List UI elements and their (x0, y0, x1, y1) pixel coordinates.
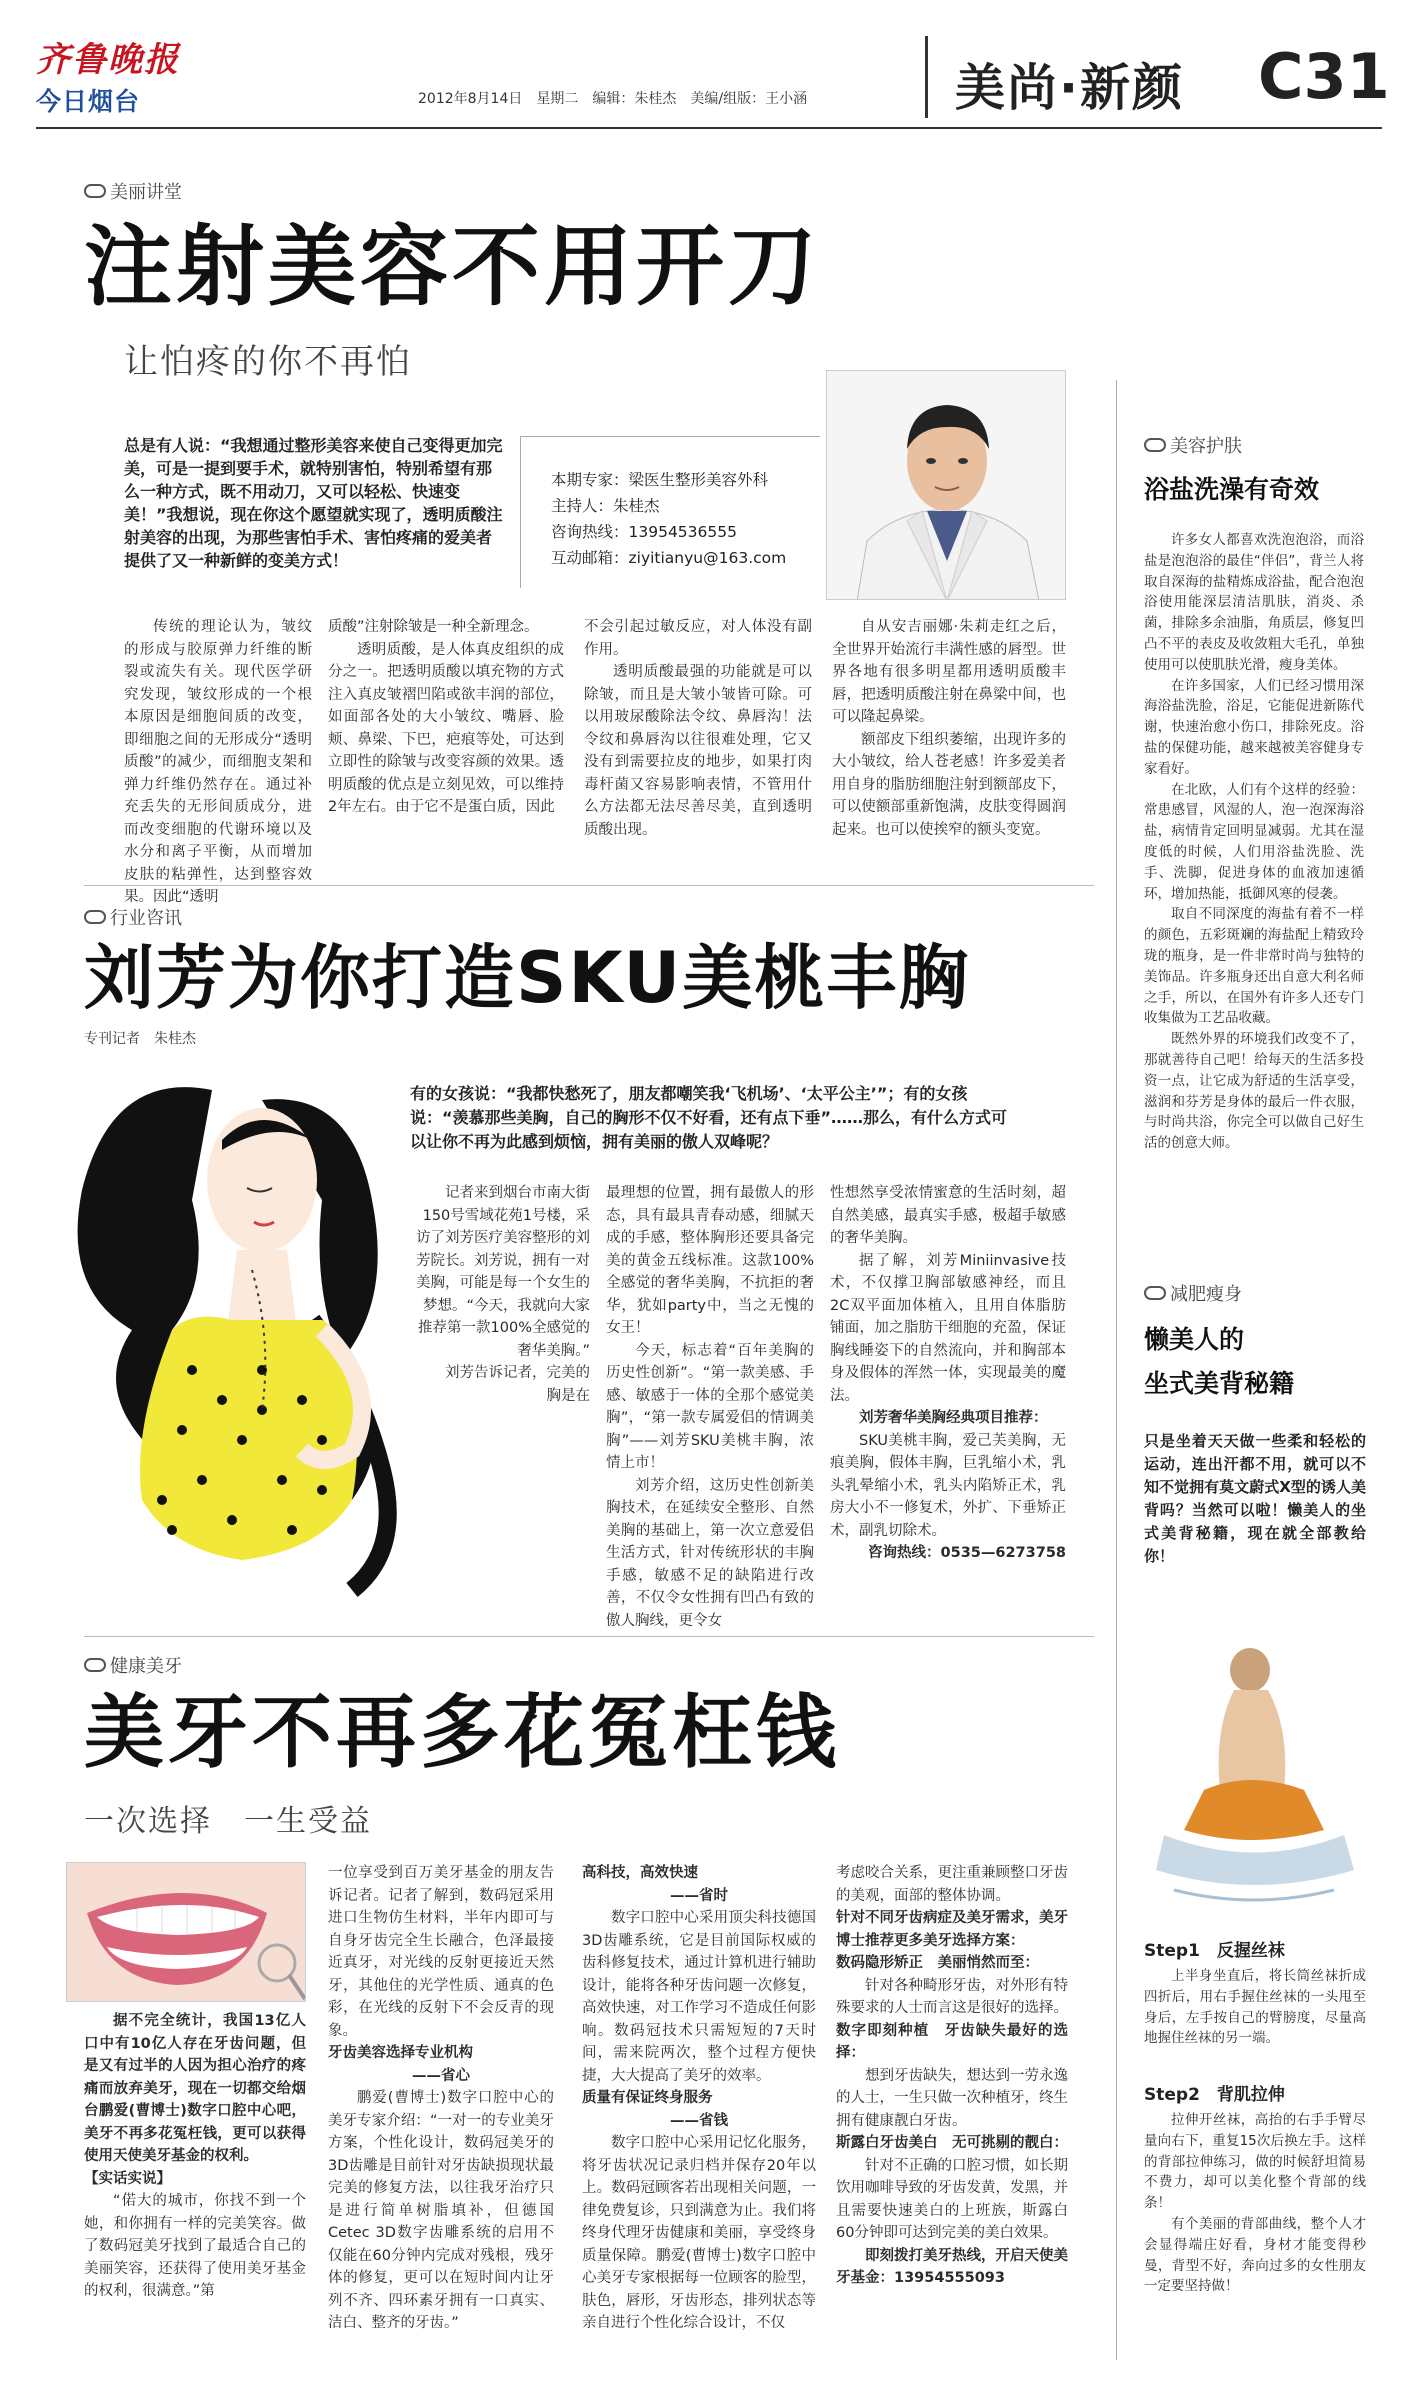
date-line: 2012年8月14日 星期二 编辑：朱桂杰 美编/组版：王小涵 (418, 91, 808, 107)
article1-rule (84, 885, 1094, 886)
back-photo (1144, 1620, 1366, 1920)
article3-label: 健康美牙 (84, 1652, 182, 1678)
article2-col3: 性想然享受浓情蜜意的生活时刻，超自然美感，最真实手感，极超手敏感的奢华美胸。 据了解，刘芳Miniinvasive技术，不仅撑卫胸部敏感神经，而且2C双平面加体植入，且用自体脂肪铺面，加之脂肪干细胞的充盈，保证胸线睡姿下的自然流向，并和胸部本身及假体的浑然一体，实现最美的魔法。 刘芳奢华美胸经典项目推荐： SKU美桃丰胸，爱己芙美胸，无痕美胸，假体丰胸，巨乳缩小术，乳头乳晕缩小术，乳头内陷矫正术，乳房大小不一修复术，外扩、下垂矫正术，副乳切除术。 咨询热线：0535—6273758 (830, 1182, 1066, 1565)
article2-phone: 咨询热线：0535—6273758 (868, 1545, 1066, 1561)
article3-col4: 考虑咬合关系，更注重兼顾整口牙齿的美观，面部的整体协调。 针对不同牙齿病症及美牙需求，美牙博士推荐更多美牙选择方案： 数码隐形矫正 美丽悄然而至： 针对各种畸形牙齿，对外形有特殊要求的人士而言这是很好的选择。 数字即刻种植 牙齿缺失最好的选择： 想到牙齿缺失，想达到一劳永逸的人士，一生只做一次种植牙，终生拥有健康靓白牙齿。 斯露白牙齿美白 无可挑剔的靓白： 针对不正确的口腔习惯，如长期饮用咖啡导致的牙齿发黄，发黑，并且需要快速美白的上班族，斯露白60分钟即可达到完美的美白效果。 即刻拨打美牙热线，开启天使美牙基金：13954555093 (836, 1865, 1068, 2286)
edition-badge (36, 82, 140, 118)
masthead-rule (36, 127, 1382, 129)
article1-headline: 注射美容不用开刀 (84, 215, 821, 318)
sidebar1-label: 美容护肤 (1144, 432, 1242, 458)
page-number: C31 (1258, 40, 1390, 113)
step1-title: Step1 反握丝袜 (1144, 1941, 1285, 1961)
woman-illustration-icon (22, 1030, 442, 1630)
article3-col1: 据不完全统计，我国13亿人口中有10亿人存在牙齿问题，但是又有过半的人因为担心治疗的疼痛而放弃美牙，现在一切都交给烟台鹏爱(曹博士)数字口腔中心吧，美牙不再多花冤枉钱，更可以获得使用天使美牙基金的权利。 【实话实说】 “偌大的城市，你找不到一个她，和你拥有一样的完美笑容。做了数码冠美牙找到了最适合自己的美丽笑容，还获得了使用美牙基金的权利，很满意。”第 (84, 2013, 306, 2299)
smile-teeth-icon (67, 1863, 306, 2002)
article2-col1: 记者来到烟台市南大街150号雪域花苑1号楼，采访了刘芳医疗美容整形的刘芳院长。刘芳说，拥有一对美胸，可能是每一个女生的梦想。“今天，我就向大家推荐第一款100%全感觉的奢华美胸。” 刘芳告诉记者，完美的胸是在 (416, 1185, 590, 1404)
article2-rule (84, 1636, 1094, 1637)
paper-name: 齐鲁晚报 (36, 40, 180, 80)
sidebar2-headline-2: 坐式美背秘籍 (1144, 1369, 1295, 1398)
article1-subhead: 让怕疼的你不再怕 (124, 342, 412, 382)
article1-col1: 传统的理论认为，皱纹的形成与胶原弹力纤维的断裂或流失有关。现代医学研究发现，皱纹形成的一个根本原因是细胞间质的改变，即细胞之间的无形成分“透明质酸”的减少，而细胞支架和弹力纤维仍然存在。通过补充丢失的无形间质成分，进而改变细胞的代谢环境以及水分和离子平衡，从而增加皮肤的粘弹性，达到整容效果。因此“透明 (124, 619, 312, 905)
woman-back-icon (1144, 1620, 1366, 1920)
article3-col2: 一位享受到百万美牙基金的朋友告诉记者。记者了解到，数码冠采用进口生物仿生材料，半年内即可与自身牙齿完全生长融合，色泽最接近真牙，对光线的反射更接近天然牙，其他住的光学性质、通真的色彩，在光线的反射下不会反青的现象。 牙齿美容选择专业机构 ——省心 鹏爱(曹博士)数字口腔中心的美牙专家介绍：“一对一的专业美牙方案，个性化设计，数码冠美牙的3D齿雕是目前针对牙齿缺损现状最完美的修复方法，以往我牙治疗只是进行简单树脂填补，但德国Cetec 3D数字齿雕系统的启用不仅能在60分钟内完成对残根，残牙体的修复，更可以在短时间内让牙列不齐、四环素牙拥有一口真实、洁白、整齐的牙齿。” (328, 1865, 554, 2331)
sidebar2-headline-1: 懒美人的 (1144, 1325, 1245, 1354)
doctor-portrait-icon (827, 371, 1066, 600)
edition-label: 今日烟台 (36, 87, 141, 116)
expert-info-box (520, 436, 820, 588)
email-line: 互动邮箱：ziyitianyu@163.com (551, 549, 787, 567)
sidebar2-lead: 只是坐着天天做一些柔和轻松的运动，连出汗都不用，就可以不知不觉拥有莫文蔚式X型的诱人美背吗？当然可以啦！懒美人的坐式美背秘籍，现在就全部教给你！ (1144, 1432, 1366, 1565)
article2-lead: 有的女孩说：“我都快愁死了，朋友都嘲笑我‘飞机场’、‘太平公主’”；有的女孩说：“羡慕那些美胸，自己的胸形不仅不好看，还有点下垂”……那么，有什么方式可以让你不再为此感到烦恼，拥有美丽的傲人双峰呢？ (410, 1084, 1008, 1151)
doctor-photo (826, 370, 1066, 600)
sidebar1-body: 许多女人都喜欢洗泡泡浴，而浴盐是泡泡浴的最佳“伴侣”，背兰人将取自深海的盐精炼成浴盐，配合泡泡浴使用能深层清洁肌肤，消炎、杀菌，排除多余油脂，角质层，修复凹凸不平的表皮及收敛粗大毛孔，单独使用可以使肌肤光滑，瘦身美体。 在许多国家，人们已经习惯用深海浴盐洗脸，浴足，它能促进新陈代谢，快速治愈小伤口，排除死皮。浴盐的保健功能，越来越被美容健身专家看好。 在北欧，人们有个这样的经验：常患感冒，风湿的人，泡一泡深海浴盐，病情肯定回明显减弱。尤其在湿度低的时候，人们用浴盐洗脸、洗手、洗脚，促进身体的血液加速循环，增加热能，抵御风寒的侵袭。 取自不同深度的海盐有着不一样的颜色，五彩斑斓的海盐配上精致玲珑的瓶身，是一件非常时尚与独特的美饰品。许多瓶身还出自意大利名师之手，所以，在国外有许多人还专门收集做为工艺品收藏。 既然外界的环境我们改变不了，那就善待自己吧！给每天的生活多投资一点，让它成为舒适的生活享受，滋润和芬芳是身体的最后一件衣服，与时尚共浴，你完全可以做自己好生活的创意大师。 (1144, 532, 1364, 1152)
masthead-divider (925, 36, 928, 118)
step2-body: 拉伸开丝袜，高抬的右手手臂尽量向右下，重复15次后换左手。这样的背部拉伸练习，做的时候舒坦简易不费力，却可以美化整个背部的线条！ 有个美丽的背部曲线，整个人才会显得端庄好看，身材才能变得秒曼，背型不好，奔向过多的女性朋友一定要坚持做！ (1144, 2112, 1366, 2295)
article2-col2: 最理想的位置，拥有最傲人的形态，具有最具青春动感，细腻天成的手感，整体胸形还要具备完美的黄金五线标准。这款100%全感觉的奢华美胸，不抗拒的奢华，犹如party中，当之无愧的女王！ 今天，标志着“百年美胸的历史性创新”。“第一款美感、手感、敏感于一体的全那个感觉美胸”，“第一款专属爱侣的情调美胸”——刘芳SKU美桃丰胸，浓情上市！ 刘芳介绍，这历史性创新美胸技术，在延续安全整形、自然美胸的基础上，第一次立意爱侣生活方式，针对传统形状的丰胸手感，敏感不足的缺陷进行改善，不仅令女性拥有凹凸有致的傲人胸线，更令女 (606, 1185, 814, 1629)
label-dot-icon (84, 1658, 106, 1672)
article1-label: 美丽讲堂 (84, 178, 182, 204)
sidebar1-headline: 浴盐洗澡有奇效 (1144, 475, 1320, 504)
sidebar2-label: 减肥瘦身 (1144, 1280, 1242, 1306)
article2-byline: 专刊记者 朱桂杰 (84, 1031, 196, 1047)
article2-headline: 刘芳为你打造SKU美桃丰胸 (84, 937, 971, 1019)
article3-headline: 美牙不再多花冤枉钱 (84, 1686, 840, 1779)
expert-name: 本期专家：梁医生整形美容外科 (551, 471, 769, 489)
label-dot-icon (1144, 438, 1166, 452)
host-name: 主持人：朱桂杰 (551, 497, 660, 515)
label-dot-icon (84, 910, 106, 924)
label-dot-icon (1144, 1286, 1166, 1300)
label-dot-icon (84, 184, 106, 198)
sidebar-divider (1116, 380, 1117, 2360)
smile-photo (66, 1862, 306, 2002)
fashion-illustration (22, 1030, 442, 1630)
article1-lead: 总是有人说：“我想通过整形美容来使自己变得更加完美，可是一提到要手术，就特别害怕，特别希望有那么一种方式，既不用动刀，又可以轻松、快速变美！”我想说，现在你这个愿望就实现了，透明质酸注射美容的出现，为那些害怕手术、害怕疼痛的爱美者提供了又一种新鲜的变美方式！ (124, 436, 503, 570)
article3-subhead: 一次选择 一生受益 (84, 1804, 372, 1839)
step2-title: Step2 背肌拉伸 (1144, 2085, 1285, 2105)
step1-body: 上半身坐直后，将长筒丝袜折成四折后，用右手握住丝袜的一头甩至身后，左手按自己的臂膀度，尽量高地握住丝袜的另一端。 (1144, 1968, 1366, 2047)
article3-col3: 高科技，高效快速 ——省时 数字口腔中心采用顶尖科技德国3D齿雕系统，它是目前国际权威的齿科修复技术，通过计算机进行辅助设计，能将各种牙齿问题一次修复，高效快速，对工作学习不造成任何影响。数码冠技术只需短短的7天时间，需来院两次，整个过程方便快捷，大大提高了美牙的效率。 质量有保证终身服务 ——省钱 数字口腔中心采用记忆化服务，将牙齿状况记录归档并保存20年以上。数码冠顾客若出现相关问题，一律免费复诊，只到满意为止。我们将终身代理牙齿健康和美丽，享受终身质量保障。鹏爱(曹博士)数字口腔中心美牙专家根据每一位顾客的脸型，肤色，唇形，牙齿形态，排列状态等亲自进行个性化综合设计，不仅 (582, 1865, 816, 2331)
masthead (0, 0, 1417, 130)
article1-col3: 不会引起过敏反应，对人体没有副作用。 透明质酸最强的功能就是可以除皱，而且是大皱小皱皆可除。可以用玻尿酸除法令纹、鼻唇沟！法令纹和鼻唇沟以往很难处理，它又没有到需要拉皮的地步，如果打肉毒杆菌又容易影响表情，不管用什么方法都无法尽善尽美，直到透明质酸出现。 (584, 619, 812, 838)
article1-col2: 质酸”注射除皱是一种全新理念。 透明质酸，是人体真皮组织的成分之一。把透明质酸以填充物的方式注入真皮皱褶凹陷或欲丰润的部位，如面部各处的大小皱纹、嘴唇、脸颊、鼻梁、下巴，疤痕等处，可达到立即性的除皱与改变容颜的效果。透明质酸的优点是立刻见效，可以维持2年左右。由于它不是蛋白质，因此 (328, 619, 564, 815)
article1-col4: 自从安吉丽娜·朱莉走红之后，全世界开始流行丰满性感的唇型。世界各地有很多明星都用透明质酸丰唇，把透明质酸注射在鼻梁中间，也可以隆起鼻梁。 额部皮下组织萎缩，出现许多的大小皱纹，给人苍老感！许多爱美者用自身的脂肪细胞注射到额部皮下，可以使额部重新饱满，皮肤变得圆润起来。也可以使挨窄的额头变宽。 (832, 619, 1066, 838)
article2-label: 行业咨讯 (84, 904, 182, 930)
phone-line: 咨询热线：13954536555 (551, 523, 737, 541)
section-title: 美尚·新颜 (955, 59, 1184, 117)
